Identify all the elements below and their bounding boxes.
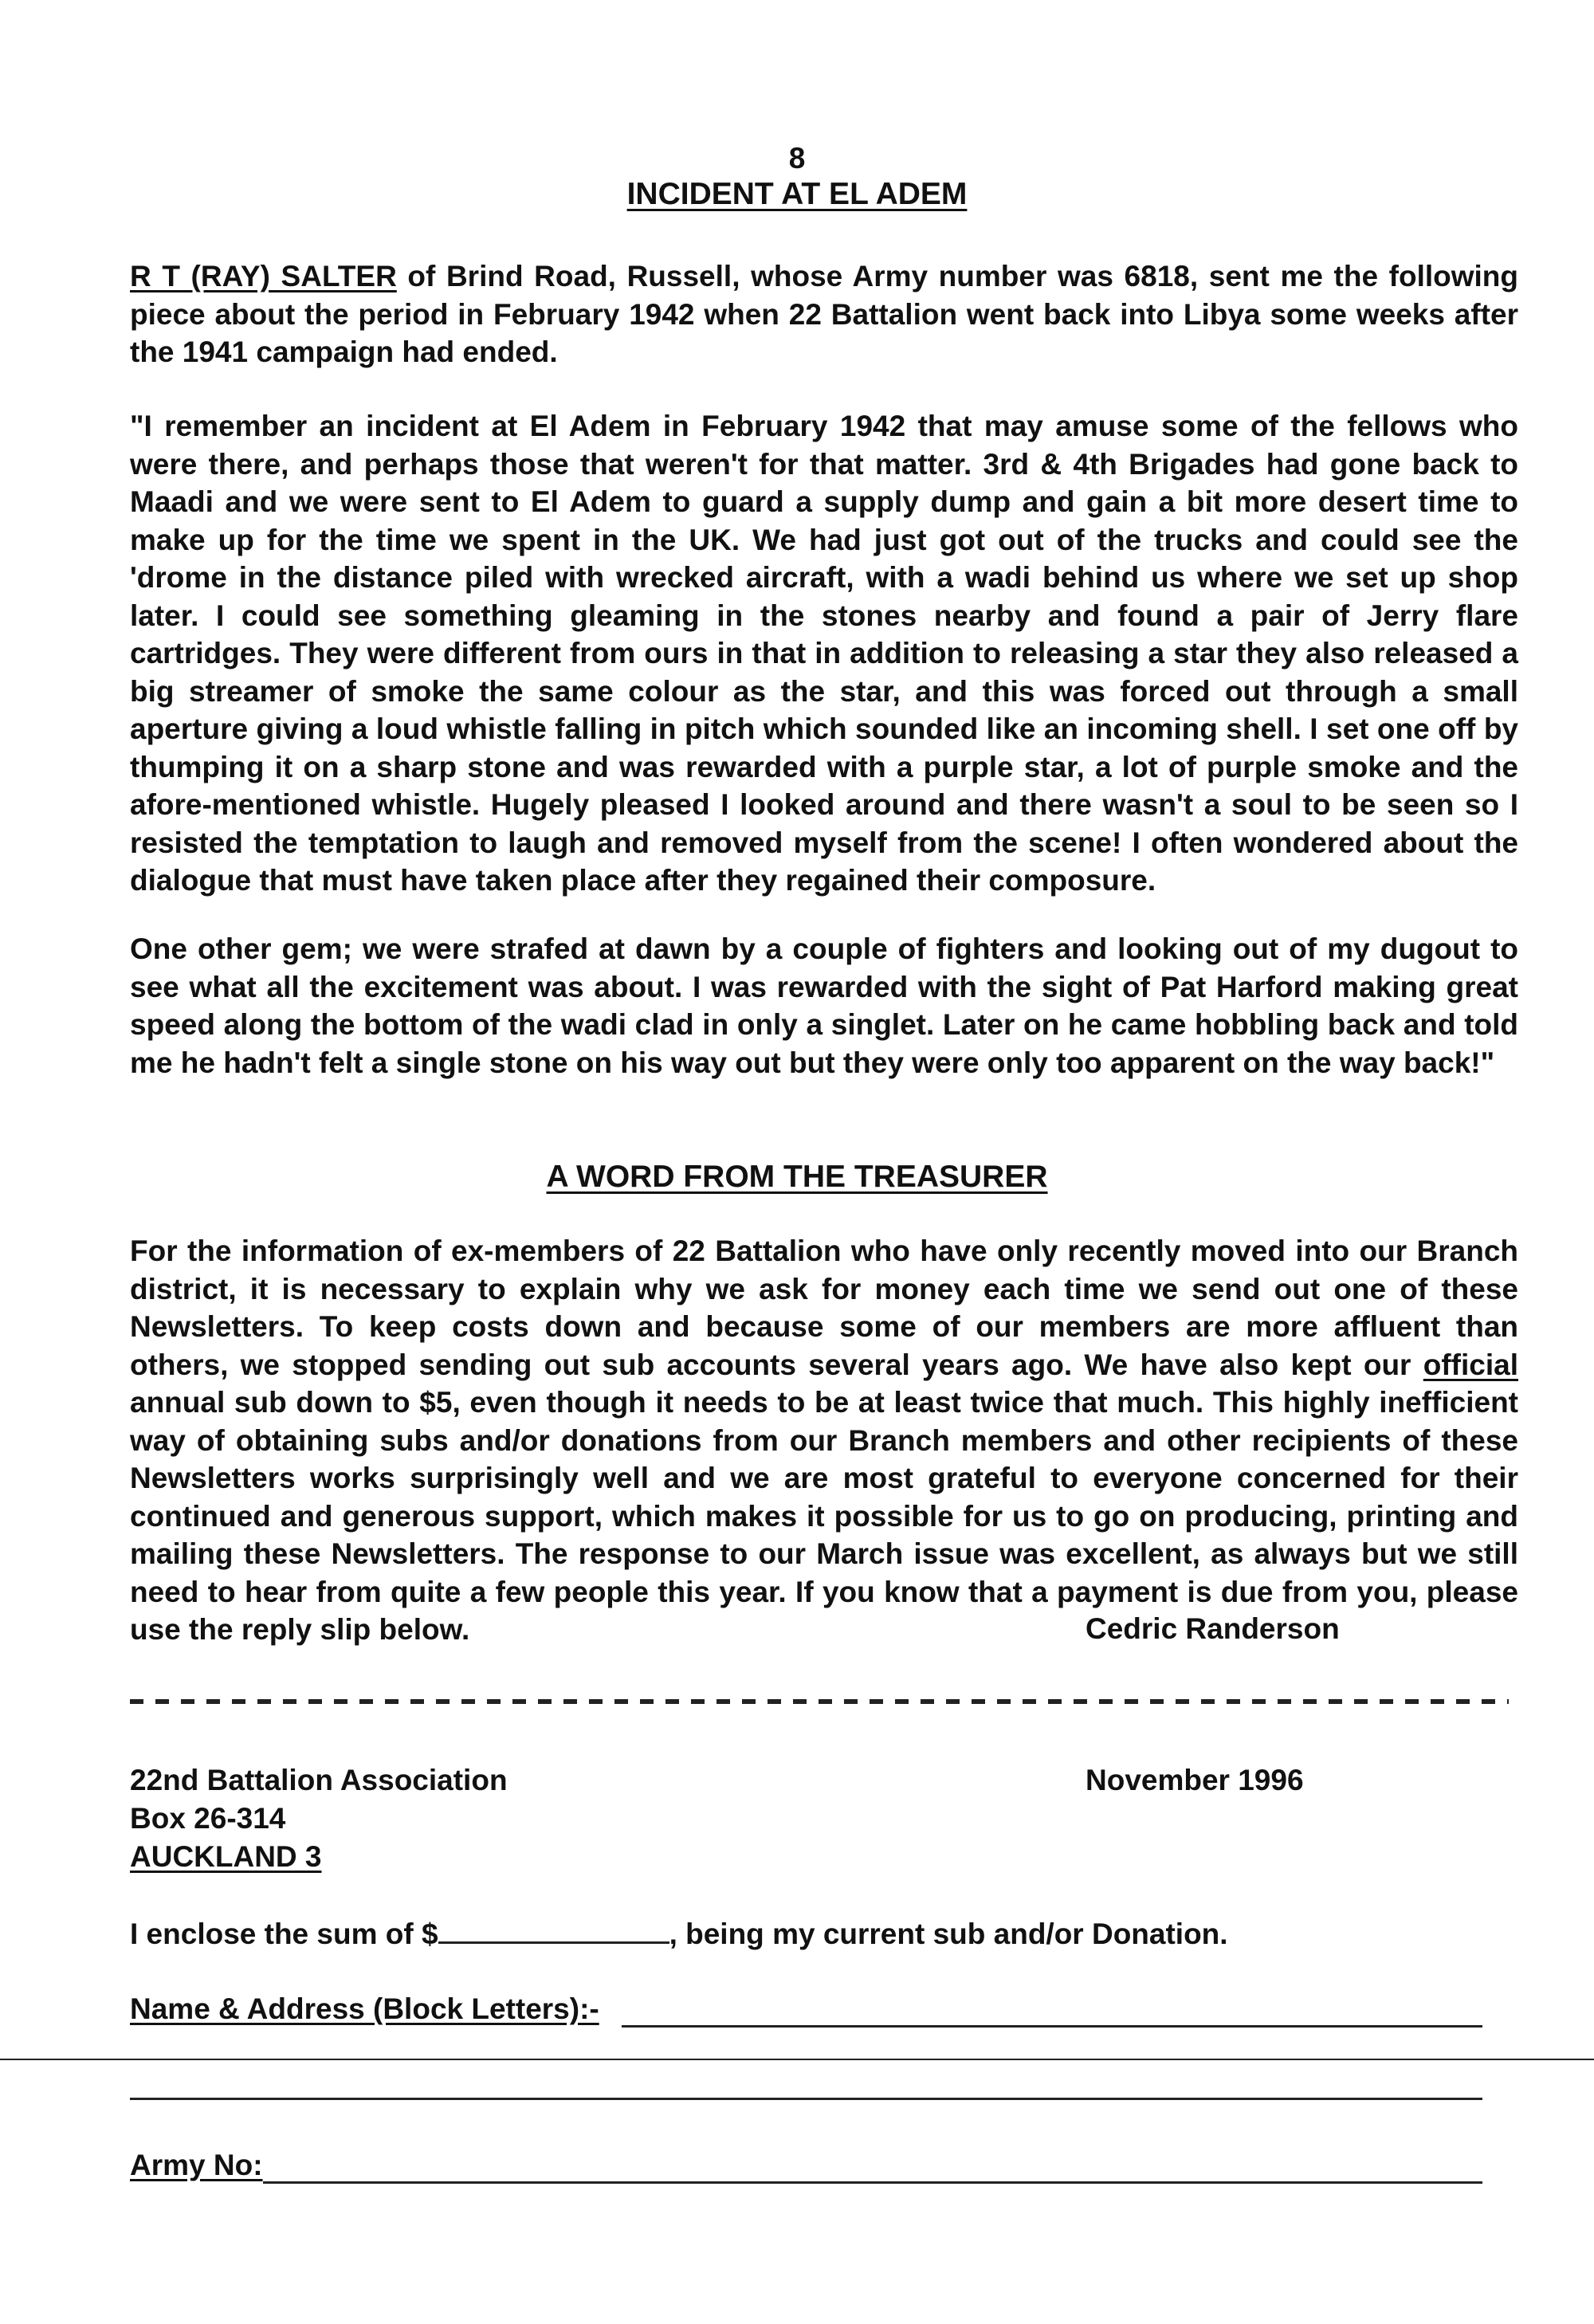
- article-title-incident: INCIDENT AT EL ADEM: [626, 177, 968, 211]
- treasurer-paragraph: [130, 1232, 1518, 1649]
- treasurer-text-start: For the information of ex-members of 22 Battalion who have only recently moved into our Branch district, it is necessary to explain why we ask for money each time we send out one of these Newsletters. To keep costs down and because some of our members are more affluent than others, we stopped sending out sub accounts several years ago. We have also kept our: [130, 1235, 1518, 1381]
- org-name: 22nd Battalion Association: [130, 1764, 508, 1796]
- official-emphasis: official: [1423, 1348, 1518, 1381]
- enclose-prefix: I enclose the sum of $: [130, 1918, 438, 1950]
- quote-paragraph-1: "I remember an incident at El Adem in February 1942 that may amuse some of the fellows who were there, and perhaps those that weren't for that matter. 3rd & 4th Brigades had gone back to Maadi and we were sent to El Adem to guard a supply dump and gain a bit more desert time to make up for the time we spent in the UK. We had just got out of the trucks and could see the 'drome in the distance piled with wrecked aircraft, with a wadi behind us where we set up shop later. I could see something gleaming in the stones nearby and found a pair of Jerry flare cartridges. They were different from ours in that in addition to releasing a star they also released a big streamer of smoke the same colour as the star, and this was forced out through a small aperture giving a loud whistle falling in pitch which sounded like an incoming shell. I set one off by thumping it on a sharp stone and was rewarded with a purple star, a lot of purple smoke and the afore-mentioned whistle. Hugely pleased I looked around and there wasn't a soul to be seen so I resisted the temptation to laugh and removed myself from the scene! I often wondered about the dialogue that must have taken place after they regained their composure.: [130, 410, 1518, 897]
- enclose-line: [130, 1915, 1228, 1953]
- quote-paragraph-2: One other gem; we were strafed at dawn by a couple of fighters and looking out of my dugout to see what all the excitement was about. I was rewarded with the sight of Pat Harford making great speed along the bottom of the wadi clad in only a singlet. Later on he came hobbling back and told me he hadn't felt a single stone on his way out but they were only too apparent on the way back!": [130, 932, 1518, 1079]
- name-address-line[interactable]: [622, 2025, 1482, 2028]
- intro-paragraph: [130, 257, 1518, 371]
- army-number-label: Army No:: [130, 2149, 263, 2181]
- enclose-suffix: , being my current sub and/or Donation.: [669, 1918, 1228, 1950]
- author-name: R T (RAY) SALTER: [130, 260, 397, 292]
- address-line-2[interactable]: [130, 2098, 1482, 2100]
- org-box: Box 26-314: [130, 1802, 286, 1835]
- page-number: 8: [788, 142, 806, 175]
- army-number-line[interactable]: [263, 2181, 1482, 2184]
- signature: Cedric Randerson: [1086, 1612, 1340, 1645]
- intro-text: of Brind Road, Russell, whose Army number was 6818, sent me the following piece about the period in February 1942 when 22 Battalion went back into Libya some weeks after the 1941 campaign had ended.: [130, 260, 1518, 368]
- name-address-label: Name & Address (Block Letters):-: [130, 1992, 599, 2025]
- slip-date: November 1996: [1086, 1764, 1304, 1796]
- cut-line: [130, 1699, 1509, 1704]
- page-edge-line: [0, 2059, 1594, 2060]
- article-title-treasurer: A WORD FROM THE TREASURER: [546, 1160, 1048, 1194]
- org-city: AUCKLAND 3: [130, 1840, 322, 1873]
- treasurer-text-end: annual sub down to $5, even though it needs to be at least twice that much. This highly inefficient way of obtaining subs and/or donations from our Branch members and other recipients of these Newsletters works surprisingly well and we are most grateful to everyone concerned for their continued and generous support, which makes it possible for us to go on producing, printing and mailing these Newsletters. The response to our March issue was excellent, as always but we still need to hear from quite a few people this year. If you know that a payment is due from you, please use the reply slip below.: [130, 1386, 1518, 1646]
- amount-blank[interactable]: [438, 1918, 669, 1944]
